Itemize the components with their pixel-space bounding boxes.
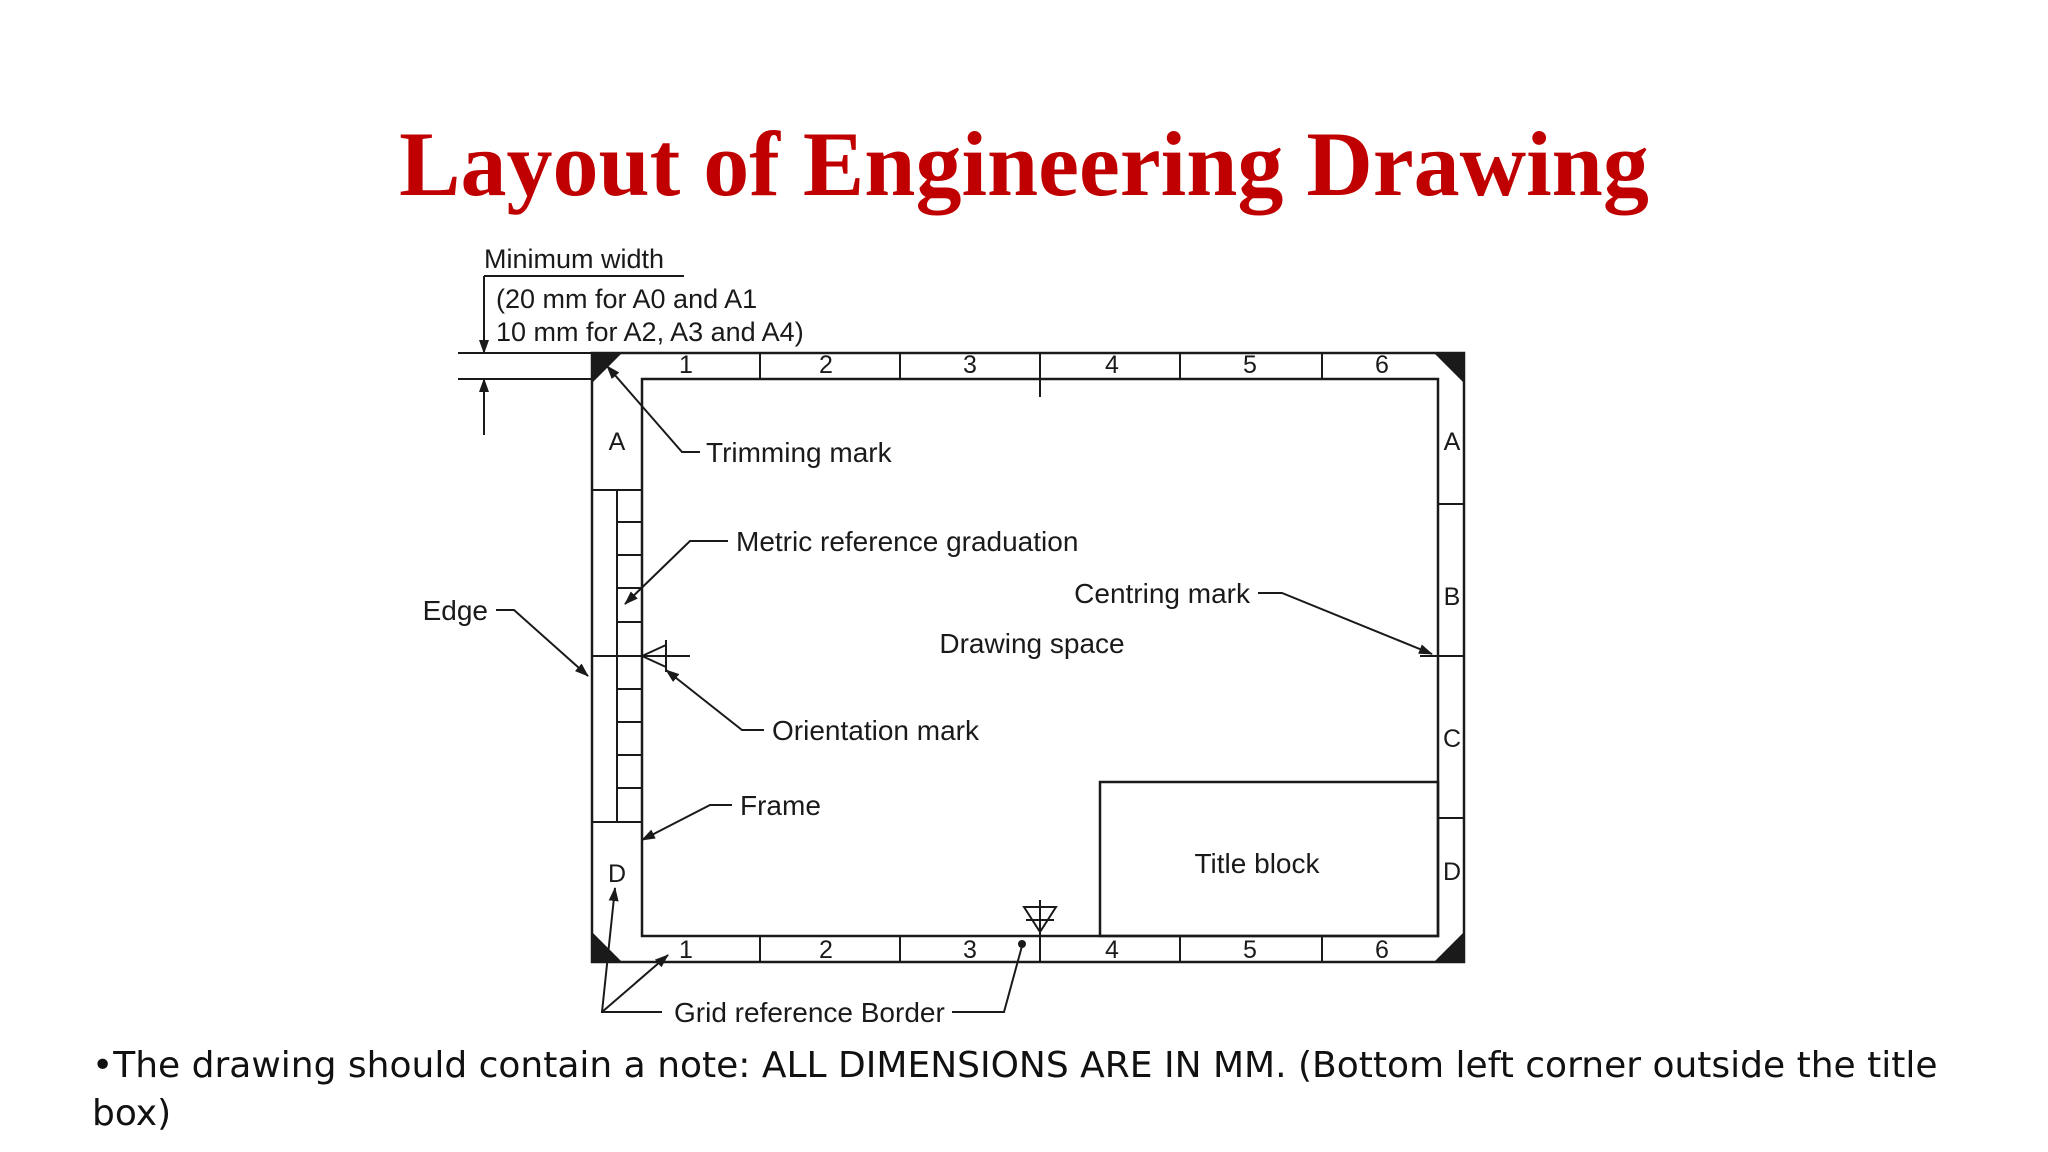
orientation-mark-label: Orientation mark	[772, 715, 979, 746]
edge-leader	[496, 610, 588, 676]
title-block-label: Title block	[1194, 848, 1320, 879]
grid-reference-border-label: Grid reference Border	[674, 997, 945, 1028]
edge-label: Edge	[422, 595, 488, 626]
minimum-width-a0-a1: (20 mm for A0 and A1	[496, 284, 758, 314]
grid-border-leader-2	[602, 955, 668, 1012]
grid-col-top-6: 6	[1375, 351, 1389, 379]
frame-leader	[642, 805, 732, 840]
slide-title: Layout of Engineering Drawing	[399, 113, 1649, 215]
grid-col-top-3: 3	[963, 351, 977, 379]
grid-col-top-1: 1	[679, 351, 693, 379]
metric-reference-graduation	[592, 490, 642, 822]
dimension-note: •The drawing should contain a note: ALL DIMENSIONS ARE IN MM. (Bottom left corner outside the title box)	[92, 1045, 1938, 1134]
grid-col-top-2: 2	[819, 351, 833, 379]
grid-col-bottom-4: 4	[1105, 936, 1119, 964]
grid-border-leader-1	[602, 888, 662, 1012]
centring-mark-leader	[1258, 593, 1432, 654]
grid-col-bottom-1: 1	[679, 936, 693, 964]
metric-graduation-leader	[625, 541, 728, 604]
grid-col-bottom-2: 2	[819, 936, 833, 964]
grid-row-dividers	[1420, 504, 1464, 818]
centring-mark-label: Centring mark	[1074, 578, 1250, 609]
minimum-width-label: Minimum width	[484, 244, 665, 274]
orientation-mark	[642, 640, 690, 672]
grid-border-leader-dot	[1018, 940, 1026, 948]
trimming-mark-label: Trimming mark	[706, 437, 892, 468]
grid-col-bottom-6: 6	[1375, 936, 1389, 964]
grid-col-bottom-3: 3	[963, 936, 977, 964]
grid-col-top-4: 4	[1105, 351, 1119, 379]
grid-row-right-d: D	[1442, 858, 1462, 886]
grid-row-right-a: A	[1443, 428, 1461, 456]
grid-col-bottom-5: 5	[1243, 936, 1257, 964]
orientation-mark-leader	[666, 670, 764, 730]
metric-reference-graduation-label: Metric reference graduation	[736, 526, 1079, 557]
grid-row-right-b: B	[1443, 583, 1461, 611]
bottom-centring-mark	[1024, 900, 1056, 936]
grid-row-left-d: D	[607, 860, 627, 888]
grid-row-right-c: C	[1442, 725, 1462, 753]
grid-col-top-5: 5	[1243, 351, 1257, 379]
grid-row-left-a: A	[608, 428, 626, 456]
frame-label: Frame	[740, 790, 821, 821]
minimum-width-a2-a4: 10 mm for A2, A3 and A4)	[496, 317, 804, 347]
drawing-space-label: Drawing space	[939, 628, 1125, 659]
